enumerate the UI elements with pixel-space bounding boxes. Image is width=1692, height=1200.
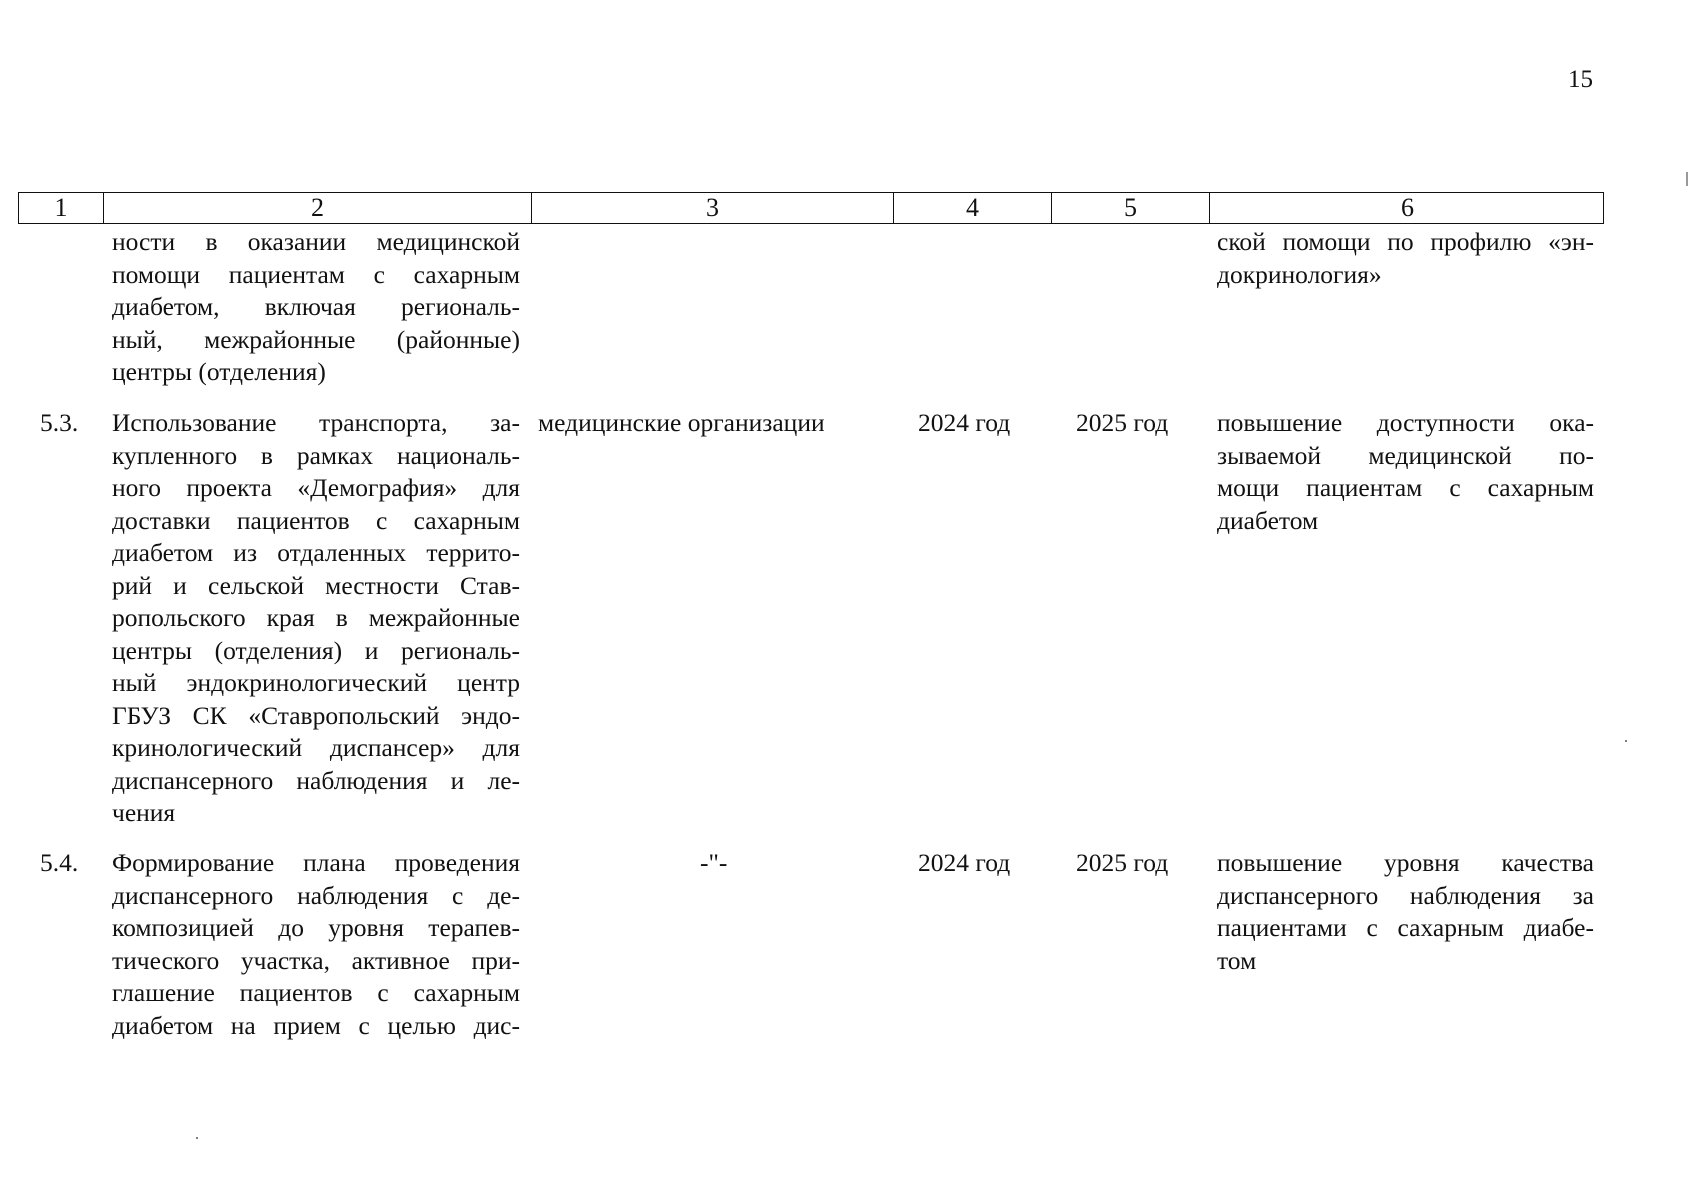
header-col-6: 6 — [1209, 193, 1605, 223]
text-line: ный, межрайонные (районные) — [112, 324, 520, 354]
scan-speck — [196, 1137, 198, 1139]
text-line: зываемой медицинской по- — [1217, 440, 1594, 470]
text-line: доставки пациентов с сахарным — [112, 505, 520, 535]
text-line: том — [1217, 945, 1257, 975]
continuation-col2-text — [112, 226, 520, 389]
text-line: мощи пациентам с сахарным — [1217, 473, 1594, 502]
text-line: пациентами с сахарным диабе- — [1217, 913, 1594, 942]
text-line: тического участка, активное при- — [112, 945, 520, 975]
row-5-3-end: 2025 год — [1076, 408, 1169, 437]
text-line: диабетом на прием с целью дис- — [112, 1010, 520, 1040]
scan-mark — [1686, 172, 1688, 186]
header-col-4: 4 — [893, 193, 1051, 223]
row-5-4-start: 2024 год — [918, 848, 1011, 877]
text-line: Формирование плана проведения — [112, 848, 520, 877]
row-5-3-start: 2024 год — [918, 408, 1011, 437]
text-line: ного проекта «Демография» для — [112, 473, 520, 502]
row-5-3-description — [112, 407, 520, 830]
text-line: Использование транспорта, за- — [112, 408, 520, 437]
text-line: ности в оказании медицинской — [112, 227, 520, 256]
header-col-1: 1 — [54, 193, 68, 222]
text-line: композицией до уровня терапев- — [112, 913, 520, 942]
text-line: ской помощи по профилю «эн- — [1217, 227, 1594, 256]
text-line: центры (отделения) и региональ- — [112, 635, 520, 665]
table-header-row — [18, 192, 1604, 224]
text-line: ропольского края в межрайонные — [112, 603, 520, 632]
text-line: купленного в рамках националь- — [112, 440, 520, 470]
header-col-2: 2 — [103, 193, 531, 223]
header-col-5: 5 — [1051, 193, 1209, 223]
scan-speck — [1625, 740, 1627, 742]
text-line: чения — [112, 798, 176, 827]
row-5-4-result — [1217, 847, 1594, 977]
text-line: рий и сельской местности Став- — [112, 570, 520, 600]
row-5-4-end: 2025 год — [1076, 848, 1169, 877]
continuation-col6-text — [1217, 226, 1594, 291]
text-line: повышение доступности ока- — [1217, 408, 1594, 437]
row-number-5-4: 5.4. — [40, 848, 79, 877]
page-number: 15 — [1568, 66, 1593, 93]
text-line: докринология» — [1217, 259, 1382, 289]
text-line: диабетом из отдаленных террито- — [112, 538, 520, 567]
text-line: диспансерного наблюдения за — [1217, 880, 1594, 910]
row-5-3-result — [1217, 407, 1594, 537]
text-line: ный эндокринологический центр — [112, 668, 520, 697]
text-line: помощи пациентам с сахарным — [112, 259, 520, 289]
text-line: ГБУЗ СК «Ставропольский эндо- — [112, 700, 520, 730]
row-5-3-executor: медицинские организации — [538, 408, 825, 437]
row-number-5-3: 5.3. — [40, 408, 79, 437]
text-line: кринологический диспансер» для — [112, 733, 520, 762]
text-line: повышение уровня качества — [1217, 848, 1594, 877]
text-line: диспансерного наблюдения с де- — [112, 880, 520, 910]
row-5-4-executor: -"- — [700, 848, 728, 877]
text-line: глашение пациентов с сахарным — [112, 978, 520, 1007]
row-5-4-description — [112, 847, 520, 1042]
header-col-3: 3 — [531, 193, 893, 223]
text-line: центры (отделения) — [112, 357, 326, 386]
text-line: диспансерного наблюдения и ле- — [112, 765, 520, 795]
text-line: диабетом — [1217, 505, 1319, 535]
text-line: диабетом, включая региональ- — [112, 292, 520, 321]
